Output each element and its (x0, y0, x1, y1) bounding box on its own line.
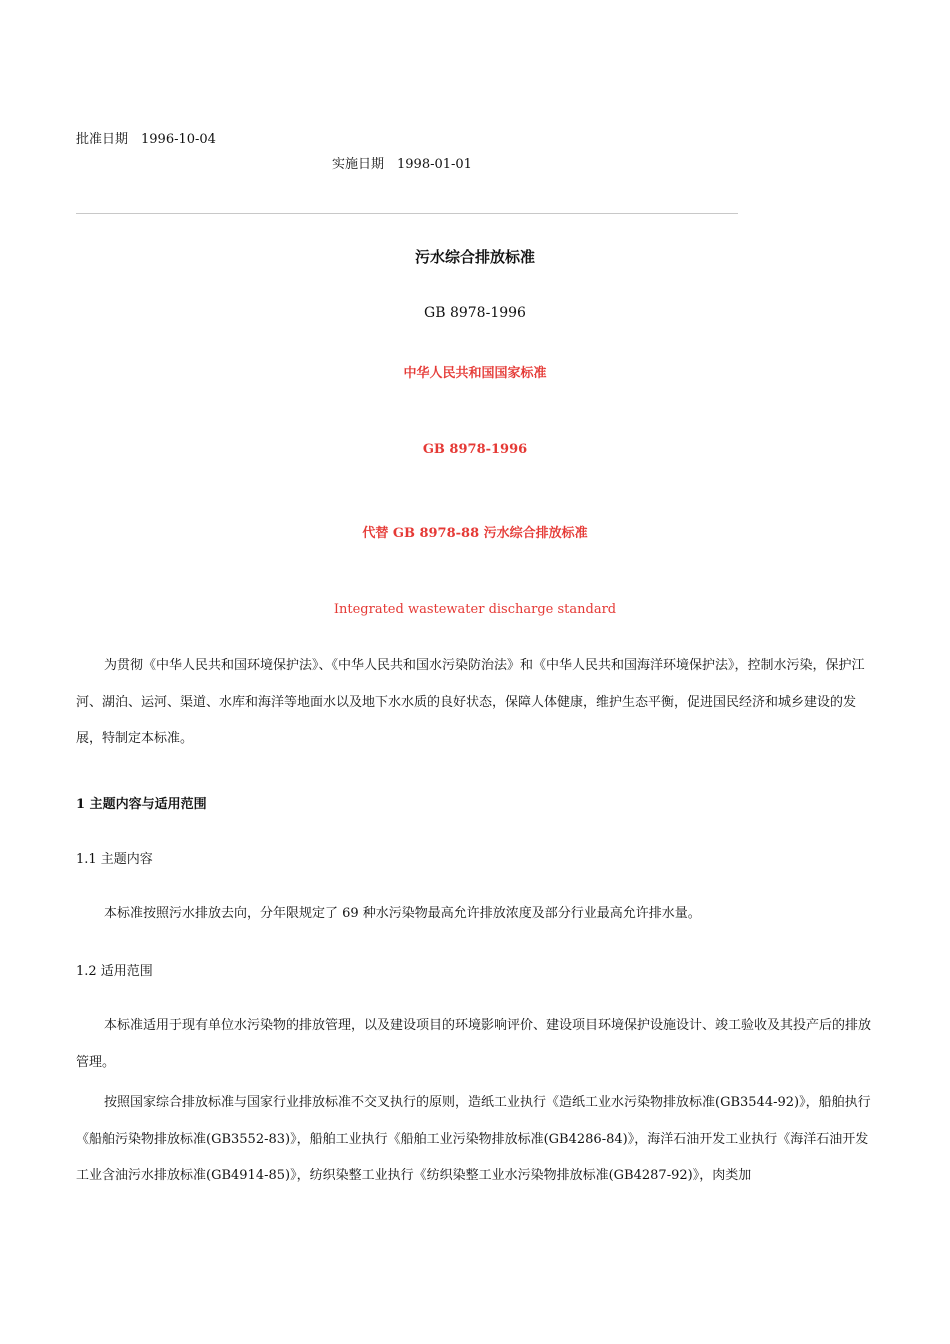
intro-paragraph: 为贯彻《中华人民共和国环境保护法》、《中华人民共和国水污染防治法》和《中华人民共和国海洋环境保护法》，控制水污染，保护江河、湖泊、运河、渠道、水库和海洋等地面水以及地下水水质的良好状态，保障人体健康，维护生态平衡，促进国民经济和城乡建设的发展，特制定本标准。 (76, 658, 865, 746)
implementation-date: 实施日期 1998-01-01 (332, 157, 472, 172)
section-1-2-paragraph: 本标准适用于现有单位水污染物的排放管理，以及建设项目的环境影响评价、建设项目环境保护设施设计、竣工验收及其投产后的排放管理。 (76, 1018, 872, 1070)
document-title: 污水综合排放标准 (414, 248, 535, 266)
header-divider (76, 213, 738, 214)
section-1-1-paragraph: 本标准按照污水排放去向，分年限规定了 69 种水污染物最高允许排放浓度及部分行业最高允许排水量。 (104, 906, 701, 921)
section-1-2-paragraph-2: 按照国家综合排放标准与国家行业排放标准不交叉执行的原则，造纸工业执行《造纸工业水污染物排放标准(GB3544-92)》，船舶执行《船舶污染物排放标准(GB3552-83)》，船舶工业执行《船舶工业污染物排放标准(GB4286-84)》，海洋石油开发工业执行《海洋石油开发工业含油污水排放标准(GB4914-85)》，纺织染整工业执行《纺织染整工业水污染物排放标准(GB4287-92)》，肉类加 (76, 1095, 871, 1183)
standard-code: GB 8978-1996 (424, 305, 526, 321)
standard-code-red: GB 8978-1996 (422, 442, 528, 457)
replaces-standard: 代替 GB 8978-88 污水综合排放标准 (362, 526, 588, 541)
english-title: Integrated wastewater discharge standard (333, 602, 617, 617)
section-1-1-heading: 1.1 主题内容 (76, 852, 153, 867)
national-standard-label: 中华人民共和国国家标准 (403, 366, 547, 381)
section-1-2-heading: 1.2 适用范围 (76, 964, 153, 979)
approval-date: 批准日期 1996-10-04 (76, 132, 216, 147)
section-1-heading: 1 主题内容与适用范围 (76, 797, 207, 812)
